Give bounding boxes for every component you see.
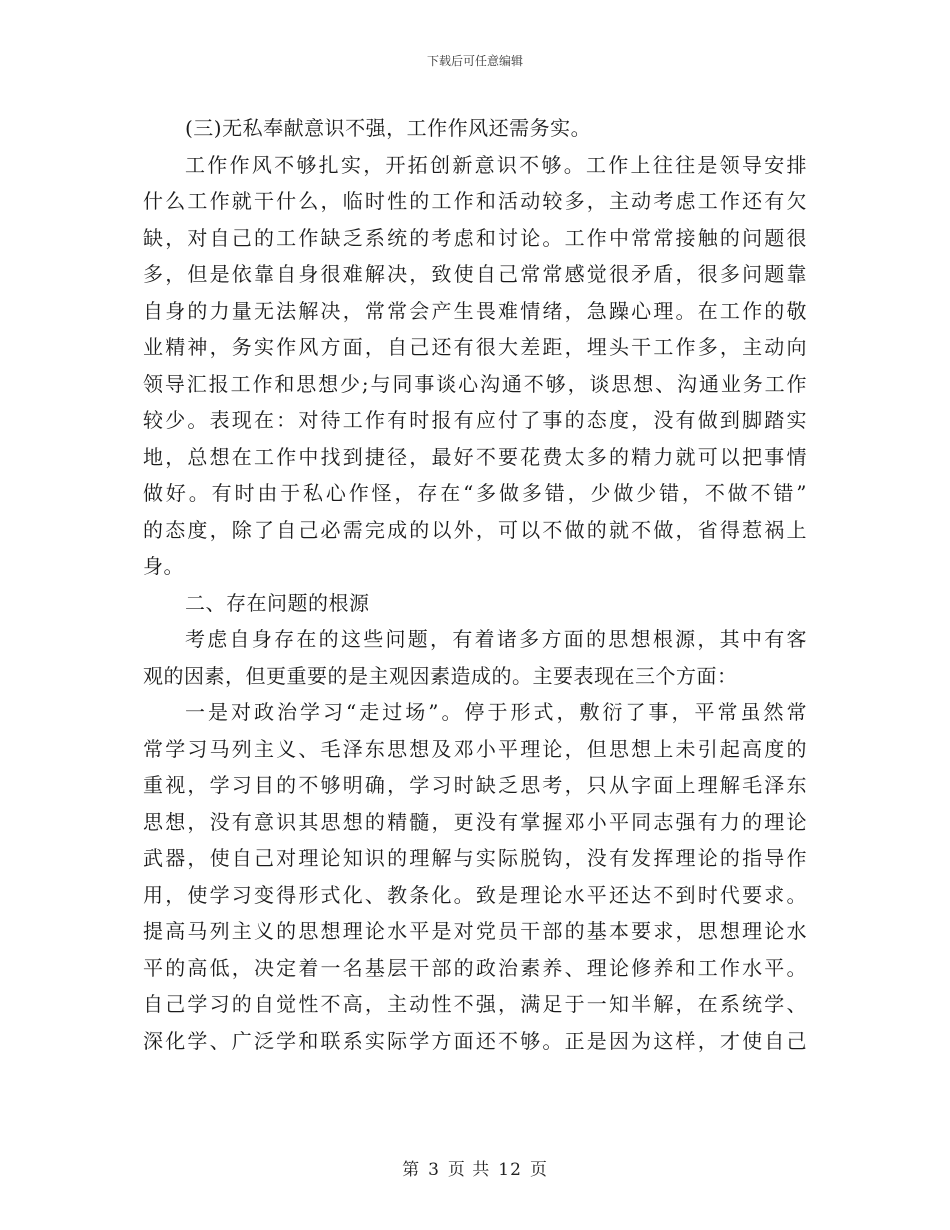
text-line: 常学习马列主义、毛泽东思想及邓小平理论，但思想上未引起高度的 [143, 736, 807, 761]
text-line: 工作作风不够扎实，开拓创新意识不够。工作上往往是领导安排 [185, 152, 807, 177]
section-heading: 二、存在问题的根源 [185, 590, 370, 615]
text-line: 地，总想在工作中找到捷径，最好不要花费太多的精力就可以把事情 [143, 444, 807, 469]
footer-suffix: 页 [529, 1160, 548, 1180]
text-line: 观的因素，但更重要的是主观因素造成的。主要表现在三个方面： [143, 663, 738, 688]
current-page-number: 3 [428, 1160, 440, 1180]
text-line: 武器，使自己对理论知识的理解与实际脱钩，没有发挥理论的指导作 [143, 846, 807, 870]
page-header: 下载后可任意编辑 [426, 54, 523, 68]
text-line: 自己学习的自觉性不高，主动性不强，满足于一知半解，在系统学、 [143, 992, 807, 1016]
text-line: 身。 [143, 554, 184, 578]
text-line: 的态度，除了自己必需完成的以外，可以不做的就不做，省得惹祸上 [143, 517, 807, 542]
text-line: 业精神，务实作风方面，自己还有很大差距，埋头干工作多，主动向 [143, 335, 807, 359]
text-line: 较少。表现在：对待工作有时报有应付了事的态度，没有做到脚踏实 [143, 408, 807, 432]
footer-prefix: 第 [402, 1160, 421, 1180]
text-line: 深化学、广泛学和联系实际学方面还不够。正是因为这样，才使自己 [143, 1028, 807, 1053]
text-line: 思想，没有意识其思想的精髓，更没有掌握邓小平同志强有力的理论 [143, 809, 807, 834]
text-line: 用，使学习变得形式化、教条化。致是理论水平还达不到时代要求。 [143, 882, 807, 907]
total-page-count: 12 [498, 1160, 522, 1180]
footer-middle: 页 共 [447, 1160, 491, 1180]
text-line: 多，但是依靠自身很难解决，致使自己常常感觉很矛盾，很多问题靠 [143, 262, 807, 286]
text-line: 提高马列主义的思想理论水平是对党员干部的基本要求，思想理论水 [143, 919, 807, 943]
text-line: 重视，学习目的不够明确，学习时缺乏思考，只从字面上理解毛泽东 [143, 773, 807, 797]
text-line: 自身的力量无法解决，常常会产生畏难情绪，急躁心理。在工作的敬 [143, 298, 807, 323]
text-line: 考虑自身存在的这些问题，有着诸多方面的思想根源，其中有客 [185, 627, 807, 651]
text-line: 做好。有时由于私心作怪，存在“多做多错，少做少错，不做不错” [143, 481, 807, 505]
text-line: 缺，对自己的工作缺乏系统的考虑和讨论。工作中常常接触的问题很 [143, 225, 807, 250]
text-line: 一是对政治学习“走过场”。停于形式，敷衍了事，平常虽然常 [185, 700, 807, 724]
text-line: 领导汇报工作和思想少;与同事谈心沟通不够，谈思想、沟通业务工作 [143, 371, 807, 396]
section-heading: (三)无私奉献意识不强，工作作风还需务实。 [185, 116, 592, 140]
page-footer [0, 1155, 950, 1180]
document-body [143, 110, 807, 1059]
text-line: 什么工作就干什么，临时性的工作和活动较多，主动考虑工作还有欠 [143, 189, 807, 213]
text-line: 平的高低，决定着一名基层干部的政治素养、理论修养和工作水平。 [143, 955, 807, 980]
